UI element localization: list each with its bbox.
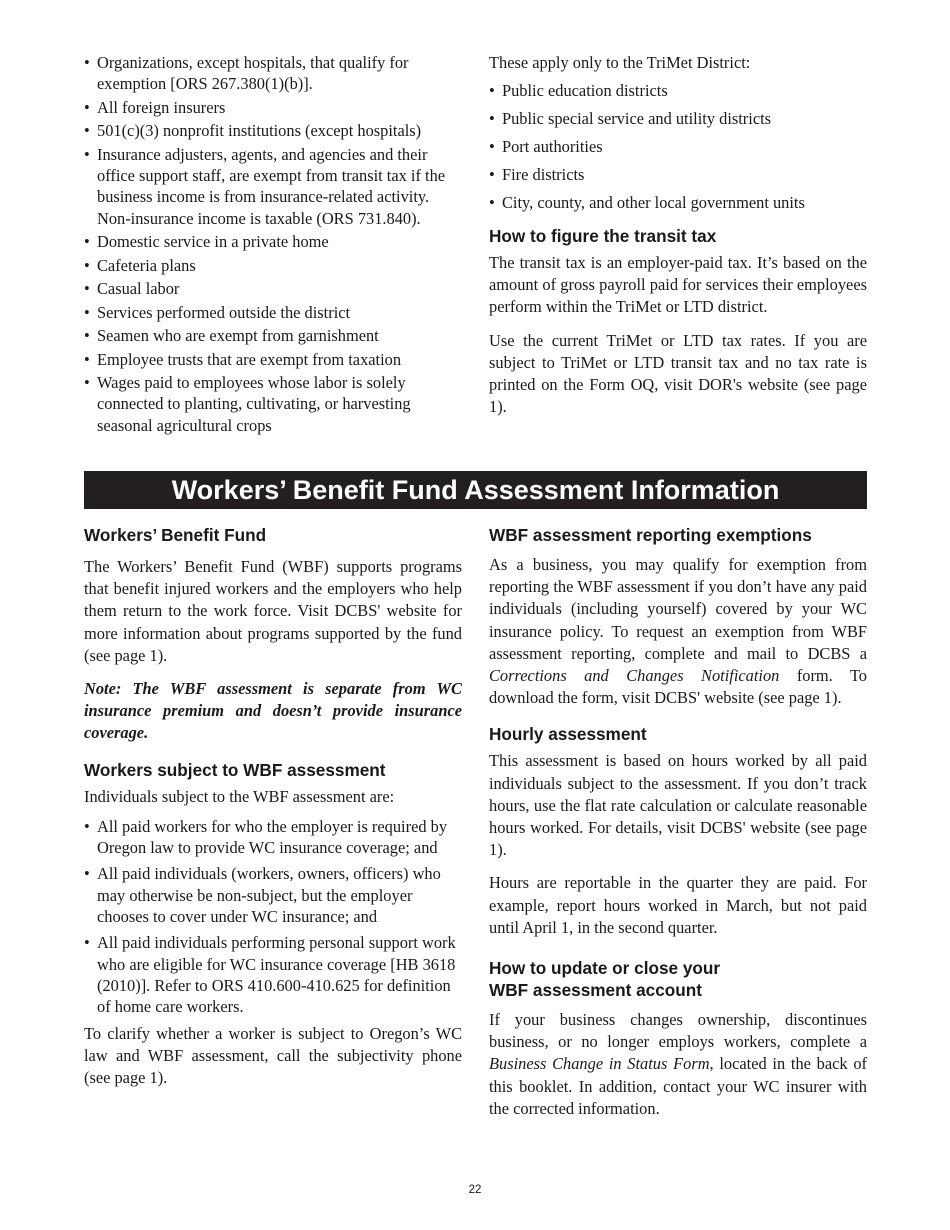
heading-line: WBF assessment account [489, 980, 702, 1001]
list-item: • Seamen who are exempt from garnishment [84, 325, 462, 346]
list-item: • All foreign insurers [84, 97, 462, 118]
list-item: • Employee trusts that are exempt from taxation [84, 349, 462, 370]
list-item: • Public education districts [489, 80, 867, 101]
list-item: • City, county, and other local government units [489, 192, 867, 213]
trimet-column [489, 52, 867, 429]
text-run: As a business, you may qualify for exemption from reporting the WBF assessment if you don’t have any paid individuals (including yourself) covered by your WC insurance policy. To request an exemption from WBF assessment reporting, complete and mail to DCBS a [489, 555, 867, 663]
wbf-intro-paragraph: The Workers’ Benefit Fund (WBF) supports programs that benefit injured workers and the employers who help them return to the work force. Visit DCBS' website for more information about programs supported by the fund (see page 1). [84, 557, 462, 665]
list-item: • All paid individuals performing personal support work who are eligible for WC insurance coverage [HB 3618 (2010)]. Refer to ORS 410.600-410.625 for definition of home care workers. [84, 932, 462, 1017]
list-item: • Wages paid to employees whose labor is solely connected to planting, cultivating, or harvesting seasonal agricultural crops [84, 372, 462, 436]
form-name: Corrections and Changes Notification [489, 666, 780, 686]
list-item: • All paid workers for who the employer is required by Oregon law to provide WC insurance coverage; and [84, 816, 462, 859]
list-item: • Port authorities [489, 136, 867, 157]
transit-tax-paragraph: The transit tax is an employer-paid tax. It’s based on the amount of gross payroll paid for services their employees perform within the TriMet or LTD district. [489, 253, 867, 317]
list-item: • Cafeteria plans [84, 255, 462, 276]
transit-exemptions-list [84, 52, 462, 436]
list-item: • 501(c)(3) nonprofit institutions (except hospitals) [84, 120, 462, 141]
list-item: • Organizations, except hospitals, that qualify for exemption [ORS 267.380(1)(b)]. [84, 52, 462, 95]
transit-tax-heading: How to figure the transit tax [489, 226, 717, 247]
wbf-subjectivity-paragraph: To clarify whether a worker is subject to Oregon’s WC law and WBF assessment, call the subjectivity phone (see page 1). [84, 1023, 462, 1087]
wbf-left-column [84, 524, 462, 1100]
list-item: • All paid individuals (workers, owners, officers) who may otherwise be non-subject, but the employer chooses to cover under WC insurance; and [84, 863, 462, 927]
wbf-right-column [489, 524, 867, 1131]
wbf-exemptions-paragraph [489, 554, 867, 709]
hourly-assessment-paragraph: This assessment is based on hours worked by all paid individuals subject to the assessment. If you don’t track hours, use the flat rate calculation or calculate reasonable hours worked. For details, visit DCBS' website (see page 1). [489, 751, 867, 860]
list-item: • Public special service and utility districts [489, 108, 867, 129]
text-run: If your business changes ownership, discontinues business, or no longer employs workers, complete a [489, 1010, 867, 1052]
update-account-heading [489, 957, 867, 1001]
hours-reportable-paragraph: Hours are reportable in the quarter they are paid. For example, report hours worked in March, but not paid until April 1, in the second quarter. [489, 873, 867, 937]
text-run: form. To download the form, visit DCBS' website (see page 1). [489, 666, 868, 708]
wbf-subject-intro: Individuals subject to the WBF assessment are: [84, 786, 395, 806]
section-banner: Workers’ Benefit Fund Assessment Information [84, 471, 867, 509]
wbf-note: Note: The WBF assessment is separate from WC insurance premium and doesn’t provide insurance coverage. [84, 679, 462, 743]
page-number: 22 [468, 1184, 482, 1196]
heading-line: How to update or close your [489, 958, 721, 979]
list-item: • Fire districts [489, 164, 867, 185]
trimet-intro: These apply only to the TriMet District: [489, 53, 751, 72]
exemptions-list-column [84, 52, 462, 438]
wbf-exemptions-heading: WBF assessment reporting exemptions [489, 525, 812, 545]
trimet-district-list [489, 80, 867, 213]
form-name: Business Change in Status Form [489, 1054, 710, 1074]
text-run: , located in the back of this booklet. In addition, contact your WC insurer with the corrected information. [489, 1054, 868, 1118]
transit-tax-rates-paragraph: Use the current TriMet or LTD tax rates. If you are subject to TriMet or LTD transit tax and no tax rate is printed on the Form OQ, visit DOR's website (see page 1). [489, 330, 867, 417]
wbf-heading: Workers’ Benefit Fund [84, 525, 267, 545]
list-item: • Domestic service in a private home [84, 231, 462, 252]
wbf-subject-heading: Workers subject to WBF assessment [84, 759, 386, 780]
update-account-paragraph [489, 1009, 867, 1120]
list-item: • Casual labor [84, 278, 462, 299]
wbf-subject-list [84, 816, 462, 1018]
list-item: • Services performed outside the district [84, 302, 462, 323]
hourly-assessment-heading: Hourly assessment [489, 724, 647, 745]
list-item: • Insurance adjusters, agents, and agencies and their office support staff, are exempt from transit tax if the business income is from insurance-related activity. Non-insurance income is taxable (ORS 731.840). [84, 144, 462, 229]
